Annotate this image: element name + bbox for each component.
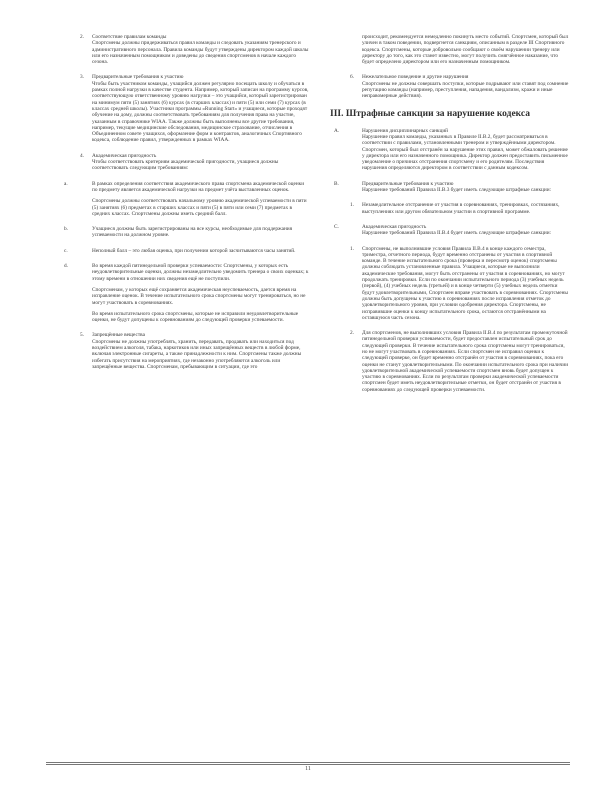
footer-rule (46, 764, 570, 765)
list-item (60, 226, 310, 239)
item-marker: d. (64, 263, 68, 270)
item-text (92, 34, 310, 65)
item-paragraph: Спортсмены не должны употреблять, хранить, передавать, продавать или находиться под воздействием алкоголя, табака, наркотиков или иных запрещённых веществ в любой форме, включая электронные сигареты, а также принадлежности к ним. Спортсмены также должны избегать присутствия на мероприятиях, где незаконно употребляются алкоголь или запрещённые вещества. Спортсменам, пребывающим в ситуации, где это (92, 338, 302, 370)
item-paragraph: Чтобы соответствовать критериям академической пригодности, учащиеся должны соответствовать следующим требованиям: (92, 159, 279, 172)
item-text (92, 263, 310, 323)
item-heading: Предварительные требования к участию (92, 74, 184, 81)
list-item (330, 330, 570, 393)
item-paragraph: происходит, рекомендуется немедленно покинуть место событий. Спортсмен, который был уличен в таком поведении, подвергнется санкциям, описанным в разделе III Спортивного кодекса. Спортсмены, которые добровольно сообщают о своём нарушении тренеру или директору до того, как это станет известно, могут получить смягчённое наказание, что будет определено директором или его назначенным помощником. (362, 34, 569, 66)
item-text (92, 332, 310, 370)
item-marker: 2. (350, 330, 354, 337)
item-text (362, 34, 570, 65)
item-paragraph: Незамедлительное отстранение от участия в соревнованиях, тренировках, состязаниях, выступлениях или другом обязательном участии в спортивной программе. (362, 202, 560, 215)
list-item (60, 74, 310, 143)
item-marker: b. (64, 226, 68, 233)
item-heading: Соответствие правилам команды (92, 34, 167, 40)
list-item (60, 332, 310, 370)
item-heading: Запрещённые вещества (92, 332, 145, 339)
item-paragraph: Спортсмены должны соответствовать начальному уровню академической успеваемости в пяти (5) занятиях (6) предметах в старших классах и пяти (5) в пяти или семи (7) предметах в средних классах. Спортсмены должны иметь средний балл. (92, 198, 307, 217)
item-heading: В рамках определения соответствия академического права спортсмена академической оценки по предмету является академической нагрузки на предмет учёта выставленных оценок. (92, 180, 305, 193)
left-column (60, 34, 310, 379)
item-marker: A. (334, 127, 340, 134)
list-item (330, 128, 570, 172)
list-item (330, 246, 570, 322)
item-paragraph: Нарушение правил команды, указанных в Правиле II.В.2, будет рассматриваться в соответствии с правилами, установленными тренером и утверждёнными директором. Спортсмен, который был отстранён за нарушение этих правил, может обжаловать решение у директора или его назначенного помощника. Директор должен предоставить письменное уведомление о причинах отстранения спортсмену и его родителям. Последствия нарушения определяются директором в соответствии с данным кодексом. (362, 133, 568, 172)
item-text (362, 202, 570, 215)
item-text (362, 246, 570, 322)
item-text (362, 224, 570, 237)
item-text (362, 74, 570, 99)
item-marker: B. (334, 180, 339, 187)
list-item (330, 202, 570, 215)
item-paragraph: Спортсмены не должны совершать поступки, которые подрывают или ставят под сомнение репутацию команды (например, преступления, нападения, вандализм, кражи и иные неправомерные действия). (362, 80, 569, 100)
list-item (60, 263, 310, 323)
item-text (92, 248, 310, 254)
item-paragraph: Спортсменам, у которых ещё сохраняется академическая неуспеваемость, дается время на исправление оценок. В течение испытательного срока спортсмены могут тренироваться, но не могут участвовать в соревнованиях. (92, 286, 306, 306)
item-marker: 5. (80, 332, 84, 339)
list-item (60, 34, 310, 65)
list-item (330, 224, 570, 237)
item-marker: a. (64, 180, 68, 187)
page-number: 11 (305, 766, 311, 772)
item-paragraph: Нарушение требований Правила II.В.3 будет иметь следующие штрафные санкции: (362, 187, 552, 194)
item-heading: Во время каждой пятинедельной проверки успеваемости: Спортсмены, у которых есть неудовлетворительные оценки, должны незамедлительно уведомить тренера о своих оценках; к этому времени в отношении них сведения ещё не поступили. (92, 263, 309, 282)
footer-rule (46, 762, 570, 763)
item-marker: 6. (350, 74, 354, 81)
item-paragraph: Во время испытательного срока спортсмены, которые не исправили неудовлетворительные оценки, не будут допущены к соревнованиям до следующей проверки успеваемости. (92, 310, 299, 324)
section-heading: III. Штрафные санкции за нарушение кодекса (330, 108, 530, 119)
list-item (60, 248, 310, 254)
item-paragraph: Спортсмены должны придерживаться правил команды и следовать указаниям тренерского и административного персонала. Правила команды будут утверждены директором каждой школы или его назначенным помощником и доведены до сведения спортсменов в начале каждого сезона. (92, 40, 309, 66)
right-column-continued (330, 34, 570, 100)
item-heading: Академическая пригодность (362, 223, 427, 230)
list-item (330, 74, 570, 99)
list-item (330, 181, 570, 194)
item-text (362, 330, 570, 393)
item-marker: c. (64, 247, 68, 254)
list-item (60, 153, 310, 172)
right-column (330, 34, 570, 402)
item-heading: Академическая пригодность (92, 152, 157, 159)
item-marker: 4. (80, 152, 84, 159)
item-heading: Предварительные требования к участию (362, 180, 454, 187)
item-paragraph: Для спортсменов, не выполнивших условия Правила II.В.4 по результатам промежуточной пятинедельной проверки успеваемости, будет предоставлен испытательный срок до следующей проверки. В течение испытательного срока спортсмены могут тренироваться, но не могут участвовать в соревнованиях. Если спортсмен не исправил оценки к следующей проверке, он будет временно отстранён от участия в соревнованиях, пока его оценки не станут удовлетворительными. По окончании испытательного срока при наличии удовлетворительной академической успеваемости спортсмен вновь будет допущен к участию в соревнованиях. Если по результатам проверки академической успеваемости спортсмен будет иметь неудовлетворительные отметки, он будет отстранён от участия в соревнованиях до следующей проверки успеваемости. (362, 330, 569, 393)
item-paragraph: Чтобы быть участником команды, учащийся должен регулярно посещать школу и обучаться в рамках полной нагрузки в качестве студента. Например, который записан на программу курсов, соответствующую ответственному уровню нагрузки – это учащийся, который зарегистрирован на минимум пяти (5) занятиях (6) курсах (в старших классах) и пяти (5) или семи (7) курсах (в классах средней школы). Участники программы «Running Start» и учащиеся, которые проходят обучение на дому, должны соответствовать требованиям для получения права на участие, указанным в справочнике WIAA. Также должны быть выполнены все другие требования, например, текущие медицинские обследования, медицинское страхование, отчисления в Объединенном совете учащихся, оформление форм и контрактов, аналогичных Спортивного кодекса, соблюдение правил, утвержденных в рамках WIAA. (92, 80, 309, 144)
list-item (330, 34, 570, 65)
item-text (92, 74, 310, 143)
item-text (92, 226, 310, 239)
item-marker: C. (334, 223, 339, 230)
item-paragraph: Неполный балл – это любая оценка, при получении которой засчитываются часы занятий. (92, 247, 296, 254)
item-marker: 1. (350, 202, 354, 209)
item-heading: Нарушения дисциплинарных санкций (362, 127, 449, 134)
item-marker: 3. (80, 74, 84, 81)
penalties-list (330, 128, 570, 393)
item-paragraph: Спортсмены, не выполнившие условия Правила II.В.4 в конце каждого семестра, триместра, отчетного периода, будут временно отстранены от участия в спортивной команде. В течение испытательного срока (проверка и пересмотр оценок) спортсмены должны соблюдать установленные правила. Учащиеся, которые не выполнили академические требования, могут быть отстранены от участия в соревнованиях, но могут продолжать тренировки. Если по окончании испытательного периода (3) учебных недель (первой), (4) учебных недель (третьей) и в конце четверти (5) учебных недель отметки будут удовлетворительными, Спортсмен вправе участвовать в соревнованиях. Спортсмены должны быть допущены к участию в соревнованиях после исправления отметок до удовлетворительного уровня, при условии одобрения директора. Спортсмены, не исправившие оценки к концу испытательного срока, остаются отстранёнными на оставшуюся часть сезона. (362, 245, 568, 321)
item-marker: 2. (80, 34, 84, 40)
item-text (362, 128, 570, 172)
item-paragraph: Учащиеся должны быть зарегистрированы на все курсы, необходимые для поддержания успеваемости на должном уровне. (92, 226, 293, 239)
item-text (362, 181, 570, 194)
item-paragraph: Нарушение требований Правила II.В.4 будет иметь следующие штрафные санкции: (362, 230, 552, 237)
item-heading: Нежелательное поведение и другие нарушения (362, 74, 469, 81)
item-text (92, 153, 310, 172)
item-text (92, 181, 310, 217)
item-marker: 1. (350, 245, 354, 252)
list-item (60, 181, 310, 217)
